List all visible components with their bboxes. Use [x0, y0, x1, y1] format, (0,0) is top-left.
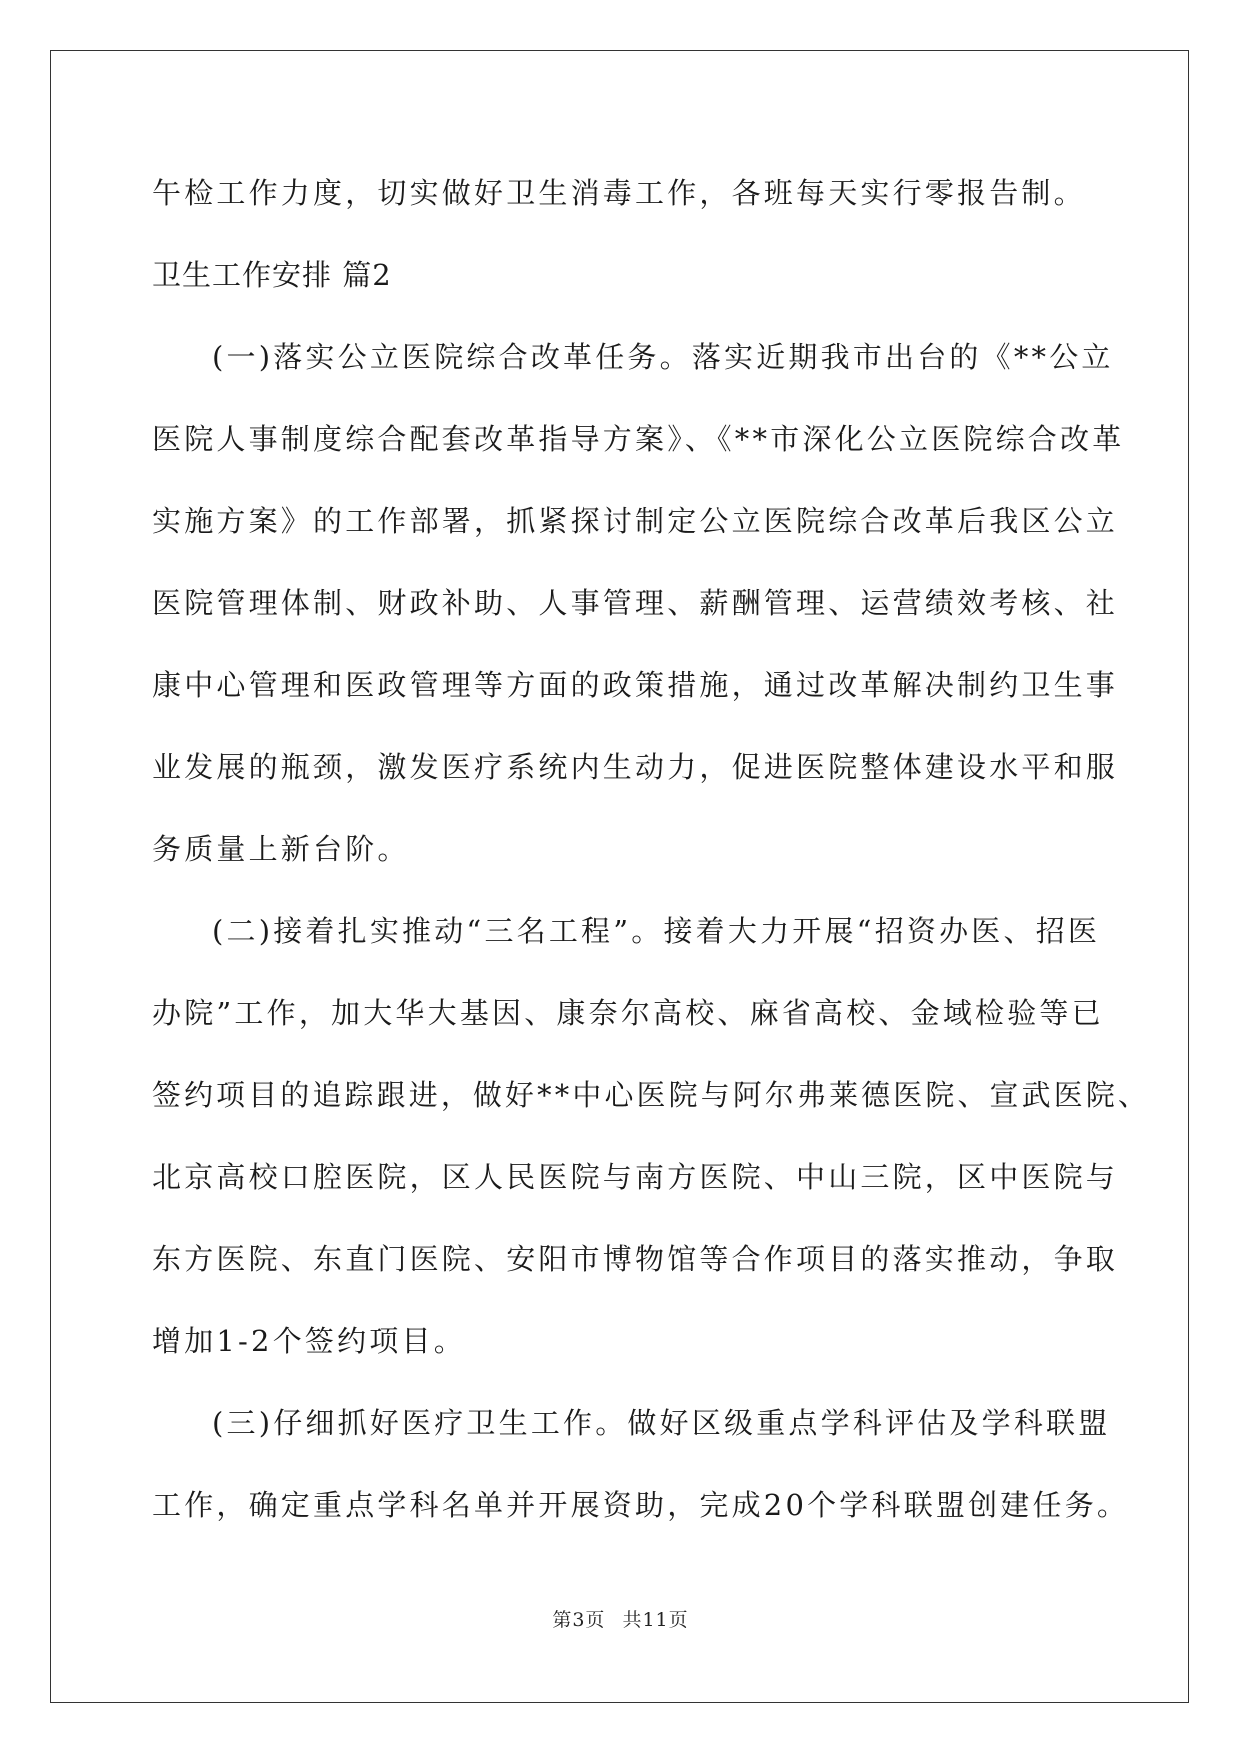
text-line: 增加1-2个签约项目。: [152, 1324, 466, 1358]
text-line: 午检工作力度，切实做好卫生消毒工作，各班每天实行零报告制。: [152, 176, 1086, 210]
text-line: 北京高校口腔医院，区人民医院与南方医院、中山三院，区中医院与: [152, 1160, 1119, 1194]
text-line: 实施方案》的工作部署，抓紧探讨制定公立医院综合改革后我区公立: [152, 504, 1119, 538]
page-frame: [50, 50, 1189, 1703]
text-line: 医院管理体制、财政补助、人事管理、薪酬管理、运营绩效考核、社: [152, 586, 1119, 620]
text-line: 医院人事制度综合配套改革指导方案》、《**市深化公立医院综合改革: [152, 422, 1125, 456]
text-line: 业发展的瓶颈，激发医疗系统内生动力，促进医院整体建设水平和服: [152, 750, 1119, 784]
text-line: 签约项目的追踪跟进，做好**中心医院与阿尔弗莱德医院、宣武医院、: [152, 1078, 1151, 1112]
page-footer: [0, 1608, 1241, 1632]
text-line: (三)仔细抓好医疗卫生工作。做好区级重点学科评估及学科联盟: [212, 1406, 1111, 1440]
page-total: 共11页: [622, 1609, 689, 1631]
text-line: 办院”工作，加大华大基因、康奈尔高校、麻省高校、金域检验等已: [152, 996, 1104, 1030]
text-line: (二)接着扎实推动“三名工程”。接着大力开展“招资办医、招医: [212, 914, 1101, 948]
text-line: 工作，确定重点学科名单并开展资助，完成20个学科联盟创建任务。: [152, 1488, 1130, 1522]
text-line: (一)落实公立医院综合改革任务。落实近期我市出台的《**公立: [212, 340, 1114, 374]
text-line: 东方医院、东直门医院、安阳市博物馆等合作项目的落实推动，争取: [152, 1242, 1119, 1276]
section-heading: 卫生工作安排 篇2: [152, 258, 392, 292]
text-line: 务质量上新台阶。: [152, 832, 410, 866]
text-line: 康中心管理和医政管理等方面的政策措施，通过改革解决制约卫生事: [152, 668, 1119, 702]
page-number: 第3页: [552, 1609, 606, 1631]
